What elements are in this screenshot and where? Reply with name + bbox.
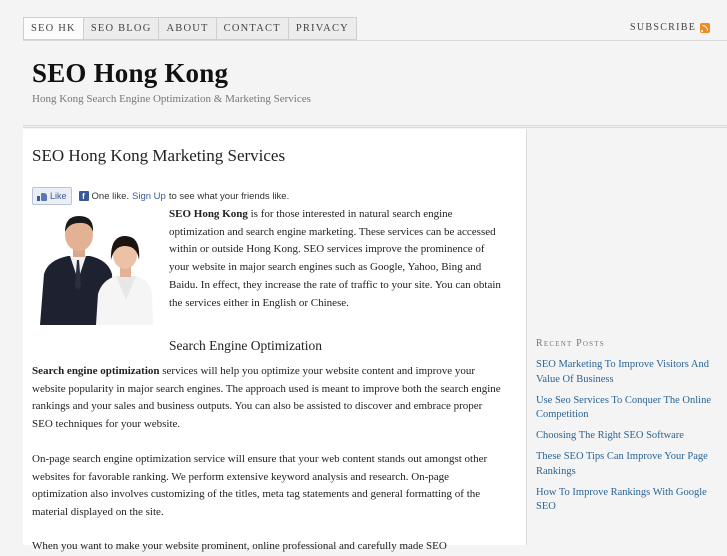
nav-item-about[interactable]: ABOUT bbox=[159, 17, 216, 40]
nav-item-seo-blog[interactable]: SEO BLOG bbox=[84, 17, 160, 40]
site-title[interactable]: SEO Hong Kong bbox=[32, 58, 229, 88]
recent-posts-list bbox=[536, 358, 716, 521]
nav-item-seo-hk[interactable]: SEO HK bbox=[23, 17, 84, 40]
section-heading: Search Engine Optimization bbox=[169, 338, 322, 353]
nav-divider bbox=[23, 40, 727, 41]
site-tagline: Hong Kong Search Engine Optimization & Marketing Services bbox=[32, 93, 311, 105]
rss-icon bbox=[700, 23, 710, 33]
signup-link[interactable]: Sign Up bbox=[132, 190, 166, 202]
recent-post-link[interactable]: Choosing The Right SEO Software bbox=[536, 430, 684, 441]
post-title[interactable]: SEO Hong Kong Marketing Services bbox=[32, 146, 286, 165]
intro-text: is for those interested in natural search engine optimization and search engine marketing. These services can be accessed within or outside Hong Kong. SEO services improve the prominence of your website in major search engines such as Google, Yahoo, Bing and Baidu. In effect, they increase the rate of traffic to your site. You can obtain the services either in English or Chinese. bbox=[169, 208, 501, 309]
paragraph-1-text: services will help you optimize your website content and improve your website popularity in major search engines. The approach used is meant to improve both the search engine rankings and your sales and business outputs. You can also be assisted to discover and embrace proper SEO techniques for your website. bbox=[32, 365, 501, 431]
nav-item-privacy[interactable]: PRIVACY bbox=[289, 17, 357, 40]
business-people-photo bbox=[32, 208, 153, 325]
paragraph-2: On-page search engine optimization service will ensure that your web content stands out amongst other websites for favorable ranking. We perform extensive keyword analysis and research. On-page optimization also involves customizing of the titles, meta tag statements and general formatting of the material displayed on the site. bbox=[32, 453, 488, 519]
paragraph-1 bbox=[32, 363, 502, 434]
like-suffix-text: to see what your friends like. bbox=[168, 190, 290, 202]
subscribe-link[interactable] bbox=[630, 22, 710, 33]
recent-posts-heading: Recent Posts bbox=[536, 338, 605, 349]
facebook-like-bar bbox=[32, 187, 289, 205]
recent-post-link[interactable]: How To Improve Rankings With Google SEO bbox=[536, 486, 707, 512]
subscribe-label: SUBSCRIBE bbox=[630, 22, 697, 33]
like-count-text: One like. bbox=[91, 190, 130, 202]
paragraph-3: When you want to make your website prominent, online professional and carefully made SEO bbox=[32, 540, 447, 552]
thumbs-up-icon bbox=[37, 192, 47, 201]
main-content bbox=[23, 129, 527, 552]
paragraph-1-bold: Search engine optimization bbox=[32, 365, 160, 377]
intro-paragraph bbox=[169, 206, 505, 312]
intro-bold: SEO Hong Kong bbox=[169, 208, 248, 220]
recent-post-link[interactable]: Use Seo Services To Conquer The Online Competition bbox=[536, 394, 712, 420]
recent-post-link[interactable]: These SEO Tips Can Improve Your Page Rankings bbox=[536, 451, 708, 477]
top-nav bbox=[23, 17, 357, 40]
header-divider bbox=[23, 125, 727, 126]
facebook-icon: f bbox=[79, 191, 89, 201]
like-button-label: Like bbox=[50, 191, 67, 201]
nav-item-contact[interactable]: CONTACT bbox=[217, 17, 289, 40]
recent-post-link[interactable]: SEO Marketing To Improve Visitors And Value Of Business bbox=[536, 359, 709, 385]
like-button[interactable] bbox=[32, 187, 72, 205]
header-divider-2 bbox=[23, 127, 727, 128]
